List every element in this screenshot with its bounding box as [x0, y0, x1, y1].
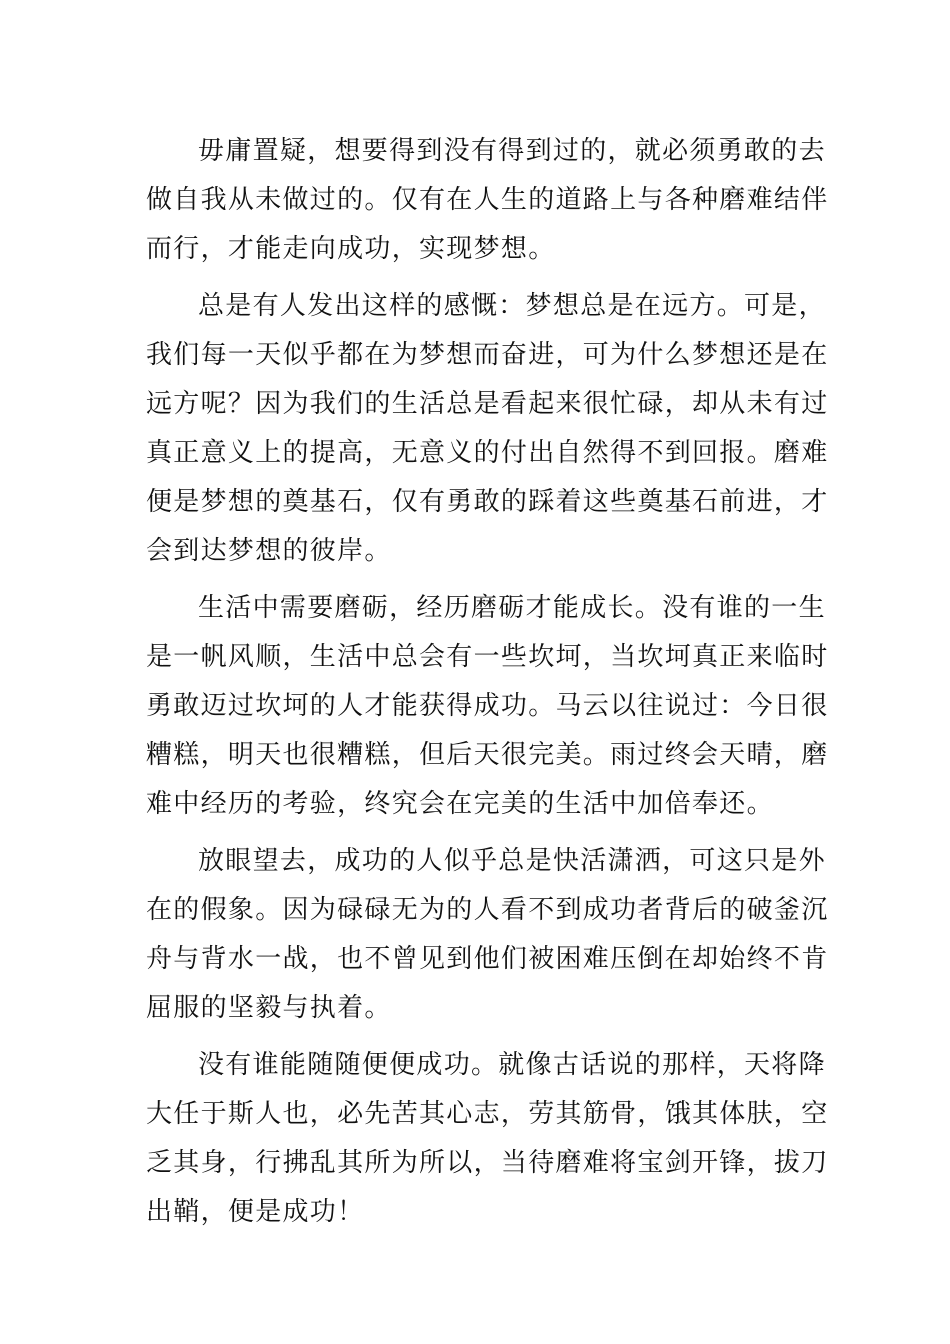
text-line: 远方呢？因为我们的生活总是看起来很忙碌，却从未有过 [146, 389, 829, 419]
text-line: 做自我从未做过的。仅有在人生的道路上与各种磨难结伴 [146, 185, 829, 215]
text-line: 而行，才能走向成功，实现梦想。 [146, 234, 556, 264]
paragraph-5 [146, 1041, 829, 1237]
text-line: 大任于斯人也，必先苦其心志，劳其筋骨，饿其体肤，空 [146, 1099, 829, 1129]
text-line: 舟与背水一战，也不曾见到他们被困难压倒在却始终不肯 [146, 944, 829, 974]
text-line: 出鞘，便是成功！ [146, 1197, 365, 1227]
text-line: 总是有人发出这样的感慨：梦想总是在远方。可是， [198, 291, 826, 321]
text-line: 是一帆风顺，生活中总会有一些坎坷，当坎坷真正来临时 [146, 642, 829, 672]
text-line: 放眼望去，成功的人似乎总是快活潇洒，可这只是外 [198, 846, 826, 876]
text-line: 没有谁能随随便便成功。就像古话说的那样，天将降 [198, 1050, 826, 1080]
text-line: 便是梦想的奠基石，仅有勇敢的踩着这些奠基石前进，才 [146, 487, 829, 517]
text-line: 我们每一天似乎都在为梦想而奋进，可为什么梦想还是在 [146, 340, 829, 370]
text-line: 生活中需要磨砺，经历磨砺才能成长。没有谁的一生 [198, 593, 826, 623]
text-line: 毋庸置疑，想要得到没有得到过的，就必须勇敢的去 [198, 136, 826, 166]
paragraph-2 [146, 282, 829, 576]
document-body [146, 127, 829, 1245]
text-line: 乏其身，行拂乱其所为所以，当待磨难将宝剑开锋，拔刀 [146, 1148, 829, 1178]
text-line: 勇敢迈过坎坷的人才能获得成功。马云以往说过：今日很 [146, 691, 829, 721]
text-line: 屈服的坚毅与执着。 [146, 993, 392, 1023]
text-line: 会到达梦想的彼岸。 [146, 536, 392, 566]
paragraph-1 [146, 127, 829, 274]
text-line: 糟糕，明天也很糟糕，但后天很完美。雨过终会天晴，磨 [146, 740, 829, 770]
text-line: 在的假象。因为碌碌无为的人看不到成功者背后的破釜沉 [146, 895, 829, 925]
paragraph-4 [146, 837, 829, 1033]
paragraph-3 [146, 584, 829, 829]
text-line: 真正意义上的提高，无意义的付出自然得不到回报。磨难 [146, 438, 829, 468]
text-line: 难中经历的考验，终究会在完美的生活中加倍奉还。 [146, 789, 774, 819]
